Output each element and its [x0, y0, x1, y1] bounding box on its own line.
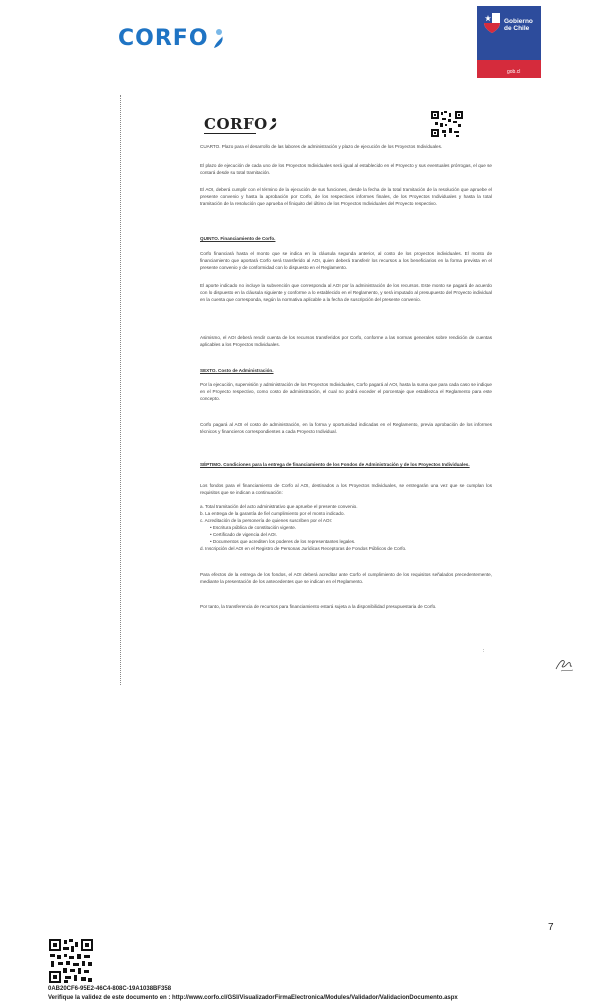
list-item: c. Acreditación de la personería de quienes suscriben por el AOI: — [200, 518, 333, 523]
clause-4-title: CUARTO. Plazo para el desarrollo de las labores de administración y plazo de ejecución de los Proyectos Individuales. — [200, 144, 443, 149]
inner-figure-icon — [268, 117, 278, 131]
clause-5-heading: QUINTO. Financiamiento de Corfo. — [200, 236, 276, 241]
paragraph: Corfo pagará al AOI el costo de administración, en la forma y oportunidad indicadas en el Reglamento, previa aprobación de los informes técnicos y financieros correspondientes a cada Proyecto Individual. — [200, 422, 492, 434]
corfo-logo-text: CORFO — [118, 26, 209, 51]
gob-url: gob.cl — [507, 69, 521, 75]
gob-title: Gobierno de Chile — [504, 18, 533, 32]
scanned-document — [192, 105, 502, 665]
corfo-figure-icon — [211, 28, 225, 50]
clause-7-heading: SÉPTIMO. Condiciones para la entrega de financiamiento de los Fondos de Administración y de los Proyectos Individuales. — [200, 462, 470, 467]
list-item: • Escritura pública de constitución vigente. — [210, 525, 297, 530]
signature-icon — [554, 655, 576, 673]
list-item: • Certificado de vigencia del AOI. — [210, 532, 277, 537]
inner-logo-text: CORFO — [204, 115, 268, 133]
corfo-logo — [118, 26, 225, 51]
paragraph: Por la ejecución, supervisión y administración de los Proyectos Individuales, Corfo pagará al AOI, hasta la suma que para cada caso se indique en el Proyecto respectivo, como costo de administración, el cual no podrá exceder el porcentaje que establezca el Reglamento para este concepto. — [200, 382, 492, 401]
margin-dotted-line — [120, 95, 121, 685]
paragraph: El AOI, deberá cumplir con el término de la ejecución de sus funciones, desde la fecha de la total tramitación de la resolución que apruebe el presente convenio y hasta la aprobación por Corfo, de los respectivos informes finales, de los Proyectos Individuales y hasta la total tramitación de la resolución que aprueba el finiquito del último de los Proyectos Individuales del Proyecto respectivo. — [200, 187, 492, 206]
list-item: b. La entrega de la garantía de fiel cumplimiento por el monto indicado. — [200, 511, 345, 516]
paragraph: Asimismo, el AOI deberá rendir cuenta de los recursos transferidos por Corfo, conforme a las normas generales sobre rendición de cuentas aplicables a los Proyectos Individuales. — [200, 335, 492, 347]
page-number: 7 — [548, 922, 554, 933]
paragraph: El plazo de ejecución de cada uno de los Proyectos Individuales será igual al establecido en el Proyecto y sus eventuales prórrogas, el que se contará desde su total tramitación. — [200, 163, 492, 175]
paragraph: Para efectos de la entrega de los fondos, el AOI deberá acreditar ante Corfo el cumplimiento de los requisitos señalados precedentemente, mediante la presentación de los antecedentes que se indican en el Reglamento. — [200, 572, 492, 584]
paragraph: Corfo financiará hasta el monto que se indica en la cláusula segunda anterior, al costo de los proyectos individuales. El monto de financiamiento que aportará Corfo será transferido al AOI, quien deberá transferir los recursos a los beneficiarios en la forma prevista en el presente convenio y de conformidad con lo dispuesto en el Reglamento. — [200, 251, 492, 270]
footer-qr-code[interactable] — [48, 938, 94, 984]
verification-link[interactable]: Verifique la validez de este documento en : http://www.corfo.cl/GSI/VisualizadorFirmaElectronica/Modules/Validador/ValidacionDocumento.aspx — [48, 995, 458, 1001]
list-item: d. Inscripción del AOI en el Registro de Personas Jurídicas Receptoras de Fondos Públicos de Corfo. — [200, 546, 407, 551]
paragraph: Los fondos para el financiamiento de Corfo al AOI, destinados a los Proyectos Individuales, se entregarán una vez que se cumplan los requisitos que se indican a continuación: — [200, 483, 492, 495]
paragraph: Por tanto, la transferencia de recursos para financiamiento estará sujeta a la disponibilidad presupuestaria de Corfo. — [200, 604, 437, 609]
clause-6-heading: SEXTO. Costo de Administración. — [200, 368, 274, 373]
document-id: 0AB20CF6-95E2-46C4-808C-19A1038BF358 — [48, 986, 172, 992]
gobierno-de-chile-badge — [477, 6, 541, 78]
shield-icon — [483, 12, 501, 34]
paragraph: El aporte indicado no incluye la subvención que corresponda al AOI por la administración de los recursos. Este monto se pagará de acuerdo con lo dispuesto en la cláusula siguiente y conforme a lo establecido en el Reglamento, y será imputado al presupuesto del Proyecto individual en la cuenta que corresponda, según la normativa aplicable a la fecha de suscripción del presente convenio. — [200, 283, 492, 302]
list-item: • Documentos que acrediten los poderes de los representantes legales. — [210, 539, 356, 544]
inner-qr-code — [430, 110, 464, 138]
mark: : — [483, 648, 485, 654]
list-item: a. Total tramitación del acto administrativo que apruebe el presente convenio. — [200, 504, 358, 509]
inner-corfo-logo — [204, 115, 278, 133]
